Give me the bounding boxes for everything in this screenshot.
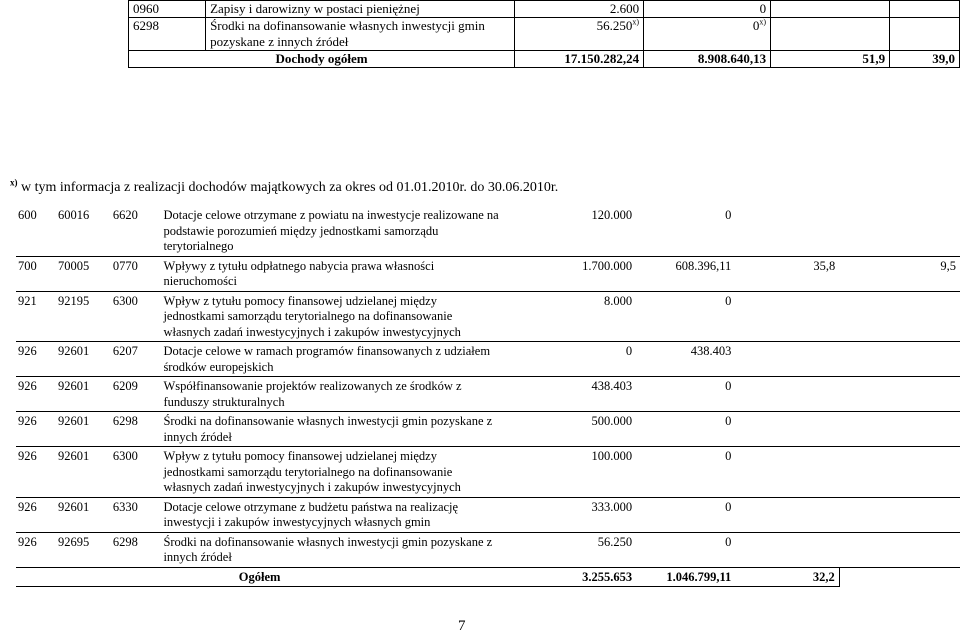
capital-income-table-body	[16, 206, 960, 587]
execution-value: 0	[636, 532, 735, 567]
execution-value: 0	[636, 497, 735, 532]
percent-structure	[839, 447, 960, 498]
section-code: 926	[16, 497, 54, 532]
section-code: 926	[16, 377, 54, 412]
section-code: 921	[16, 291, 54, 342]
total-plan: 17.150.282,24	[515, 51, 644, 68]
execution-value: 0	[636, 447, 735, 498]
paragraph-code: 6300	[109, 291, 160, 342]
exec-amount: 0	[752, 18, 760, 33]
summary-table	[128, 0, 960, 68]
plan-value: 1.700.000	[503, 256, 636, 291]
section-code: 926	[16, 532, 54, 567]
percent-structure	[839, 342, 960, 377]
section-code: 600	[16, 206, 54, 256]
percent-structure: 9,5	[839, 256, 960, 291]
execution-value: 0	[636, 377, 735, 412]
chapter-code: 92601	[54, 377, 109, 412]
table-row	[16, 206, 960, 256]
summary-table-body	[129, 1, 960, 68]
total-label: Ogółem	[16, 567, 503, 587]
plan-value: 8.000	[503, 291, 636, 342]
chapter-code: 92601	[54, 497, 109, 532]
percent-plan	[735, 412, 839, 447]
paragraph-code: 6209	[109, 377, 160, 412]
total-percent-structure: 39,0	[890, 51, 960, 68]
description: Środki na dofinansowanie własnych inwestycji gmin pozyskane z innych źródeł	[206, 18, 515, 51]
plan-value: 56.250	[503, 532, 636, 567]
section-code: 926	[16, 342, 54, 377]
table-row	[16, 447, 960, 498]
percent-plan	[735, 291, 839, 342]
total-label: Dochody ogółem	[129, 51, 515, 68]
execution-value: 0	[636, 206, 735, 256]
execution-value: 0	[636, 412, 735, 447]
plan-value: 120.000	[503, 206, 636, 256]
percent-structure	[839, 497, 960, 532]
chapter-code: 70005	[54, 256, 109, 291]
description: Zapisy i darowizny w postaci pieniężnej	[206, 1, 515, 18]
table-row	[16, 256, 960, 291]
table-row	[129, 18, 960, 51]
paragraph-code: 0770	[109, 256, 160, 291]
paragraph-code: 6298	[129, 18, 206, 51]
description: Wpływ z tytułu pomocy finansowej udzielanej między jednostkami samorządu terytorialnego na dofinansowanie własnych zadań inwestycyjnych i zakupów inwestycyjnych	[159, 447, 503, 498]
percent-structure	[839, 291, 960, 342]
plan-value: 438.403	[503, 377, 636, 412]
table-row	[16, 291, 960, 342]
description: Środki na dofinansowanie własnych inwestycji gmin pozyskane z innych źródeł	[159, 532, 503, 567]
plan-value: 333.000	[503, 497, 636, 532]
table-row	[16, 377, 960, 412]
plan-value: 0	[503, 342, 636, 377]
footnote	[10, 177, 559, 196]
percent-structure	[839, 377, 960, 412]
percent-structure	[839, 532, 960, 567]
percent-plan	[735, 342, 839, 377]
exec-amount: 0	[759, 1, 767, 16]
total-row	[129, 51, 960, 68]
paragraph-code: 6330	[109, 497, 160, 532]
plan-footnote-mark: x)	[632, 17, 640, 27]
page-number: 7	[458, 618, 466, 634]
table-row	[16, 497, 960, 532]
plan-amount: 56.250	[596, 18, 633, 33]
footnote-mark: x)	[10, 177, 18, 188]
execution-value: 438.403	[636, 342, 735, 377]
total-exec: 1.046.799,11	[636, 567, 735, 587]
percent-structure	[839, 412, 960, 447]
description: Dotacje celowe otrzymane z budżetu państwa na realizację inwestycji i zakupów inwestycyjnych własnych gmin	[159, 497, 503, 532]
plan-value	[515, 18, 644, 51]
percent-plan	[771, 1, 890, 18]
plan-value: 500.000	[503, 412, 636, 447]
total-plan: 3.255.653	[503, 567, 636, 587]
section-code: 926	[16, 447, 54, 498]
execution-value: 608.396,11	[636, 256, 735, 291]
total-blank	[839, 567, 960, 587]
total-row	[16, 567, 960, 587]
paragraph-code: 6300	[109, 447, 160, 498]
paragraph-code: 6298	[109, 532, 160, 567]
footnote-text: w tym informacja z realizacji dochodów majątkowych za okres od 01.01.2010r. do 30.06.2010r.	[21, 180, 559, 195]
chapter-code: 92601	[54, 447, 109, 498]
chapter-code: 60016	[54, 206, 109, 256]
table-row	[129, 1, 960, 18]
percent-structure	[890, 1, 960, 18]
paragraph-code: 0960	[129, 1, 206, 18]
total-percent-plan: 51,9	[771, 51, 890, 68]
plan-amount: 2.600	[609, 1, 640, 16]
percent-plan	[735, 447, 839, 498]
table-row	[16, 412, 960, 447]
section-code: 926	[16, 412, 54, 447]
section-code: 700	[16, 256, 54, 291]
total-percent-plan: 32,2	[735, 567, 839, 587]
total-exec: 8.908.640,13	[644, 51, 771, 68]
chapter-code: 92695	[54, 532, 109, 567]
percent-plan	[735, 532, 839, 567]
paragraph-code: 6298	[109, 412, 160, 447]
paragraph-code: 6207	[109, 342, 160, 377]
percent-plan	[735, 206, 839, 256]
chapter-code: 92601	[54, 342, 109, 377]
execution-value	[644, 1, 771, 18]
plan-value: 100.000	[503, 447, 636, 498]
percent-plan	[735, 497, 839, 532]
chapter-code: 92601	[54, 412, 109, 447]
table-row	[16, 342, 960, 377]
percent-structure	[890, 18, 960, 51]
percent-structure	[839, 206, 960, 256]
percent-plan: 35,8	[735, 256, 839, 291]
description: Dotacje celowe w ramach programów finansowanych z udziałem środków europejskich	[159, 342, 503, 377]
percent-plan	[771, 18, 890, 51]
description: Wpływy z tytułu odpłatnego nabycia prawa własności nieruchomości	[159, 256, 503, 291]
description: Środki na dofinansowanie własnych inwestycji gmin pozyskane z innych źródeł	[159, 412, 503, 447]
paragraph-code: 6620	[109, 206, 160, 256]
plan-value	[515, 1, 644, 18]
description: Współfinansowanie projektów realizowanych ze środków z funduszy strukturalnych	[159, 377, 503, 412]
description: Wpływ z tytułu pomocy finansowej udzielanej między jednostkami samorządu terytorialnego na dofinansowanie własnych zadań inwestycyjnych i zakupów inwestycyjnych	[159, 291, 503, 342]
table-row	[16, 532, 960, 567]
chapter-code: 92195	[54, 291, 109, 342]
description: Dotacje celowe otrzymane z powiatu na inwestycje realizowane na podstawie porozumień między jednostkami samorządu terytorialnego	[159, 206, 503, 256]
execution-value: 0	[636, 291, 735, 342]
capital-income-table	[16, 206, 960, 587]
exec-footnote-mark: x)	[759, 17, 767, 27]
percent-plan	[735, 377, 839, 412]
execution-value	[644, 18, 771, 51]
